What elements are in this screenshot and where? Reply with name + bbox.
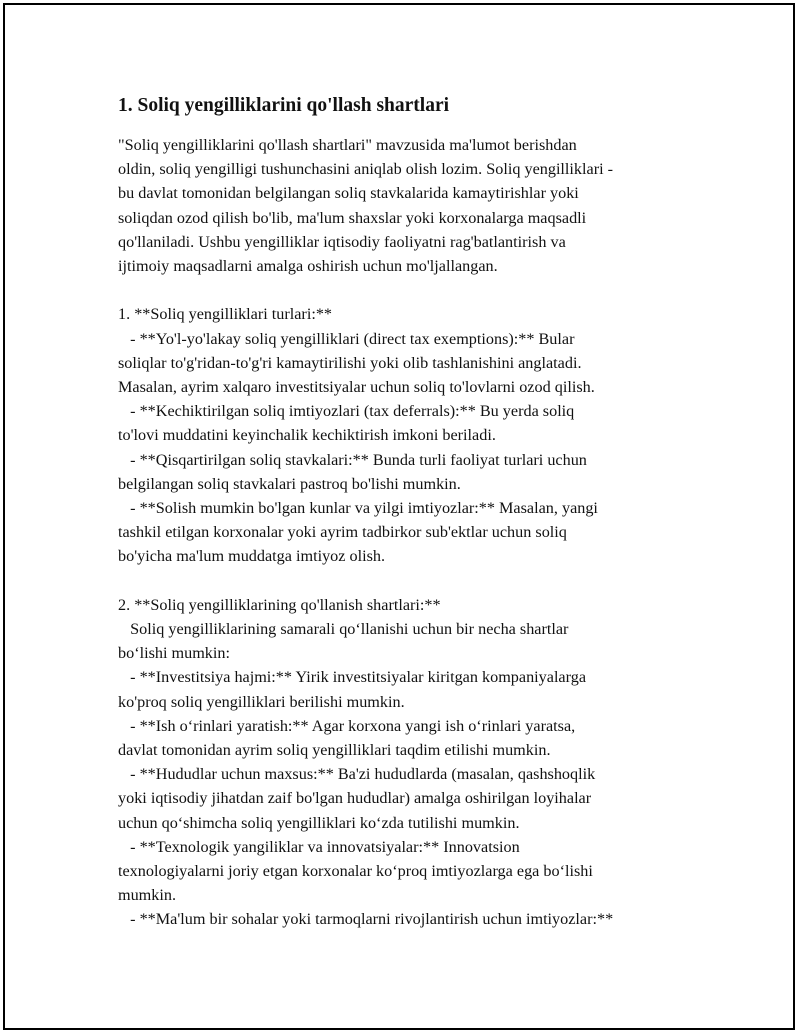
text-line: - **Solish mumkin bo'lgan kunlar va yilgi imtiyozlar:** Masalan, yangi [118, 499, 598, 518]
text-line: oldin, soliq yengilligi tushunchasini aniqlab olish lozim. Soliq yengilliklari - [118, 160, 614, 179]
document-text [118, 133, 688, 932]
text-line: soliqlar to'g'ridan-to'g'ri kamaytirilishi yoki olib tashlanishini anglatadi. [118, 353, 582, 372]
text-line: uchun qo‘shimcha soliq yengilliklari ko‘zda tutilishi mumkin. [118, 813, 520, 832]
text-line: 1. **Soliq yengilliklari turlari:** [118, 305, 333, 324]
page-title: 1. Soliq yengilliklarini qo'llash shartlari [118, 95, 450, 116]
text-line: - **Investitsiya hajmi:** Yirik investitsiyalar kiritgan kompaniyalarga [118, 668, 586, 687]
text-line: ko'proq soliq yengilliklari berilishi mumkin. [118, 692, 405, 711]
text-line: - **Qisqartirilgan soliq stavkalari:** Bunda turli faoliyat turlari uchun [118, 450, 587, 469]
text-line: bo‘lishi mumkin: [118, 644, 230, 663]
blank-line [118, 278, 688, 302]
text-line: ijtimoiy maqsadlarni amalga oshirish uchun mo'ljallangan. [118, 257, 498, 276]
text-line: to'lovi muddatini keyinchalik kechiktirish imkoni beriladi. [118, 426, 496, 445]
text-line: tashkil etilgan korxonalar yoki ayrim tadbirkor sub'ektlar uchun soliq [118, 523, 567, 542]
text-line: bo'yicha ma'lum muddatga imtiyoz olish. [118, 547, 386, 566]
text-line: davlat tomonidan ayrim soliq yengilliklari taqdim etilishi mumkin. [118, 741, 551, 760]
text-line: Soliq yengilliklarining samarali qo‘llanishi uchun bir necha shartlar [118, 620, 569, 639]
text-line: - **Hududlar uchun maxsus:** Ba'zi hududlarda (masalan, qashshoqlik [118, 765, 596, 784]
text-line: yoki iqtisodiy jihatdan zaif bo'lgan hududlar) amalga oshirilgan loyihalar [118, 789, 592, 808]
text-line: belgilangan soliq stavkalari pastroq bo'lishi mumkin. [118, 474, 461, 493]
text-line: - **Yo'l-yo'lakay soliq yengilliklari (direct tax exemptions):** Bular [118, 329, 575, 348]
blank-line [118, 569, 688, 593]
text-line: - **Ma'lum bir sohalar yoki tarmoqlarni rivojlantirish uchun imtiyozlar:** [118, 910, 614, 929]
document-body [118, 94, 688, 932]
text-line: "Soliq yengilliklarini qo'llash shartlari" mavzusida ma'lumot berishdan [118, 136, 577, 154]
text-line: qo'llaniladi. Ushbu yengilliklar iqtisodiy faoliyatni rag'batlantirish va [118, 232, 566, 251]
text-line: soliqdan ozod qilish bo'lib, ma'lum shaxslar yoki korxonalarga maqsadli [118, 208, 587, 227]
text-line: bu davlat tomonidan belgilangan soliq stavkalarida kamaytirishlar yoki [118, 184, 579, 203]
text-line: - **Texnologik yangiliklar va innovatsiyalar:** Innovatsion [118, 837, 520, 856]
text-line: texnologiyalarni joriy etgan korxonalar ko‘proq imtiyozlarga ega bo‘lishi [118, 862, 593, 881]
text-line: - **Kechiktirilgan soliq imtiyozlari (tax deferrals):** Bu yerda soliq [118, 402, 575, 421]
text-line: Masalan, ayrim xalqaro investitsiyalar uchun soliq to'lovlarni ozod qilish. [118, 378, 595, 397]
text-line: - **Ish o‘rinlari yaratish:** Agar korxona yangi ish o‘rinlari yaratsa, [118, 716, 576, 735]
text-line: 2. **Soliq yengilliklarining qo'llanish shartlari:** [118, 595, 441, 614]
text-line: mumkin. [118, 886, 177, 905]
